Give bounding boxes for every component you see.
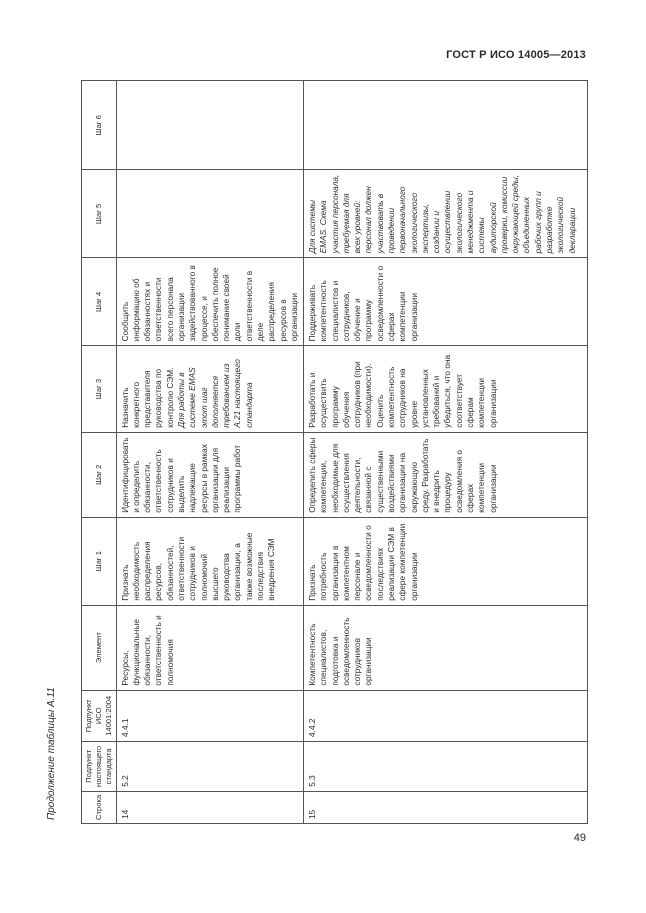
cell-step1: Признать потребность организации в компетентном персонале и осведомленности о последствиях реализации СЭМ в сфере компетенции организации (304, 517, 588, 605)
table-a11 (81, 80, 588, 824)
step3-emas-note: Для работы в системе EMAS этот шаг дополняется требованием из А.21 настоящего стандарта (175, 359, 254, 428)
cell-step4: Сообщить информацию об обязанностях и ответственности всего персонала организации задействованного в процессе, и обеспечить полное понимание своей доли ответственности в деле распределения ресурсов в организации (116, 258, 304, 346)
cell-element: Компетентность специалистов, подготовка и осведомленность сотрудников организации (304, 605, 588, 690)
cell-iso-clause: 4.4.1 (116, 690, 304, 741)
table-continuation-caption: Продолжение таблицы А.11 (46, 687, 57, 820)
cell-iso-clause: 4.4.2 (304, 690, 588, 741)
table-header-row (82, 81, 117, 824)
table-row (304, 81, 588, 824)
col-header-row-no: Строка (82, 791, 117, 823)
cell-row-no: 15 (304, 791, 588, 823)
col-header-iso-clause: Подпункт ИСО 14001:2004 (82, 690, 117, 741)
col-header-step5: Шаг 5 (82, 170, 117, 258)
cell-step3: Разработать и осуществить программу обучения сотрудников (при необходимости). Оценить компетентность сотрудников на уровне установленных требований и убедиться, что она соответствует сферам компетенции организации (304, 346, 588, 432)
cell-step4: Поддерживать компетентность специалистов и сотрудников, обучение и программу осведомленности о сферах компетенции организации (304, 258, 588, 346)
cell-step5 (116, 170, 304, 258)
col-header-step1: Шаг 1 (82, 517, 117, 605)
step3-text: Назначить конкретного представителя руководства по контролю СЭМ. (119, 367, 175, 428)
cell-step6 (304, 81, 588, 170)
cell-step5: Для системы EMAS. Схема участия персонала, требуемая для всех уровней: персонал должен участвовать в проведении первоначального экологического экспертизы, создании и осуществлении экологического менеджмента и системы аудиторской проверки, комиссии окружающей среды, объединенных рабочих групп и разработке экологической декларации (304, 170, 588, 258)
col-header-step3: Шаг 3 (82, 346, 117, 432)
cell-element: Ресурсы, функциональные обязанности, ответственность и полномочия (116, 605, 304, 690)
cell-step1: Признать необходимость распределения ресурсов, обязанностей, ответственности сотрудников и полномочий высшего руководства организации, а также возможные последствия внедрения СЭМ (116, 517, 304, 605)
cell-step2: Идентифицировать и определить обязанности, ответственность сотрудников и выделить надлежащие ресурсы в рамках организации для реализации программы работ (116, 432, 304, 517)
page-number: 49 (573, 832, 586, 844)
cell-step6 (116, 81, 304, 170)
table-row (116, 81, 304, 824)
cell-row-no: 14 (116, 791, 304, 823)
document-header: ГОСТ Р ИСО 14005—2013 (446, 49, 586, 61)
col-header-step4: Шаг 4 (82, 258, 117, 346)
cell-clause: 5.3 (304, 741, 588, 791)
col-header-clause: Подпункт настоящего стандарта (82, 741, 117, 791)
table-a11-container (81, 80, 588, 824)
col-header-element: Элемент (82, 605, 117, 690)
col-header-step2: Шаг 2 (82, 432, 117, 517)
col-header-step6: Шаг 6 (82, 81, 117, 170)
cell-step3 (116, 346, 304, 432)
cell-step2: Определить сферы компетенции, необходимые для осуществления деятельности, связанной с существенными воздействиями организации на окружающую среду. Разработать и внедрить процедуру осведомления о сферах компетенции организации (304, 432, 588, 517)
cell-clause: 5.2 (116, 741, 304, 791)
